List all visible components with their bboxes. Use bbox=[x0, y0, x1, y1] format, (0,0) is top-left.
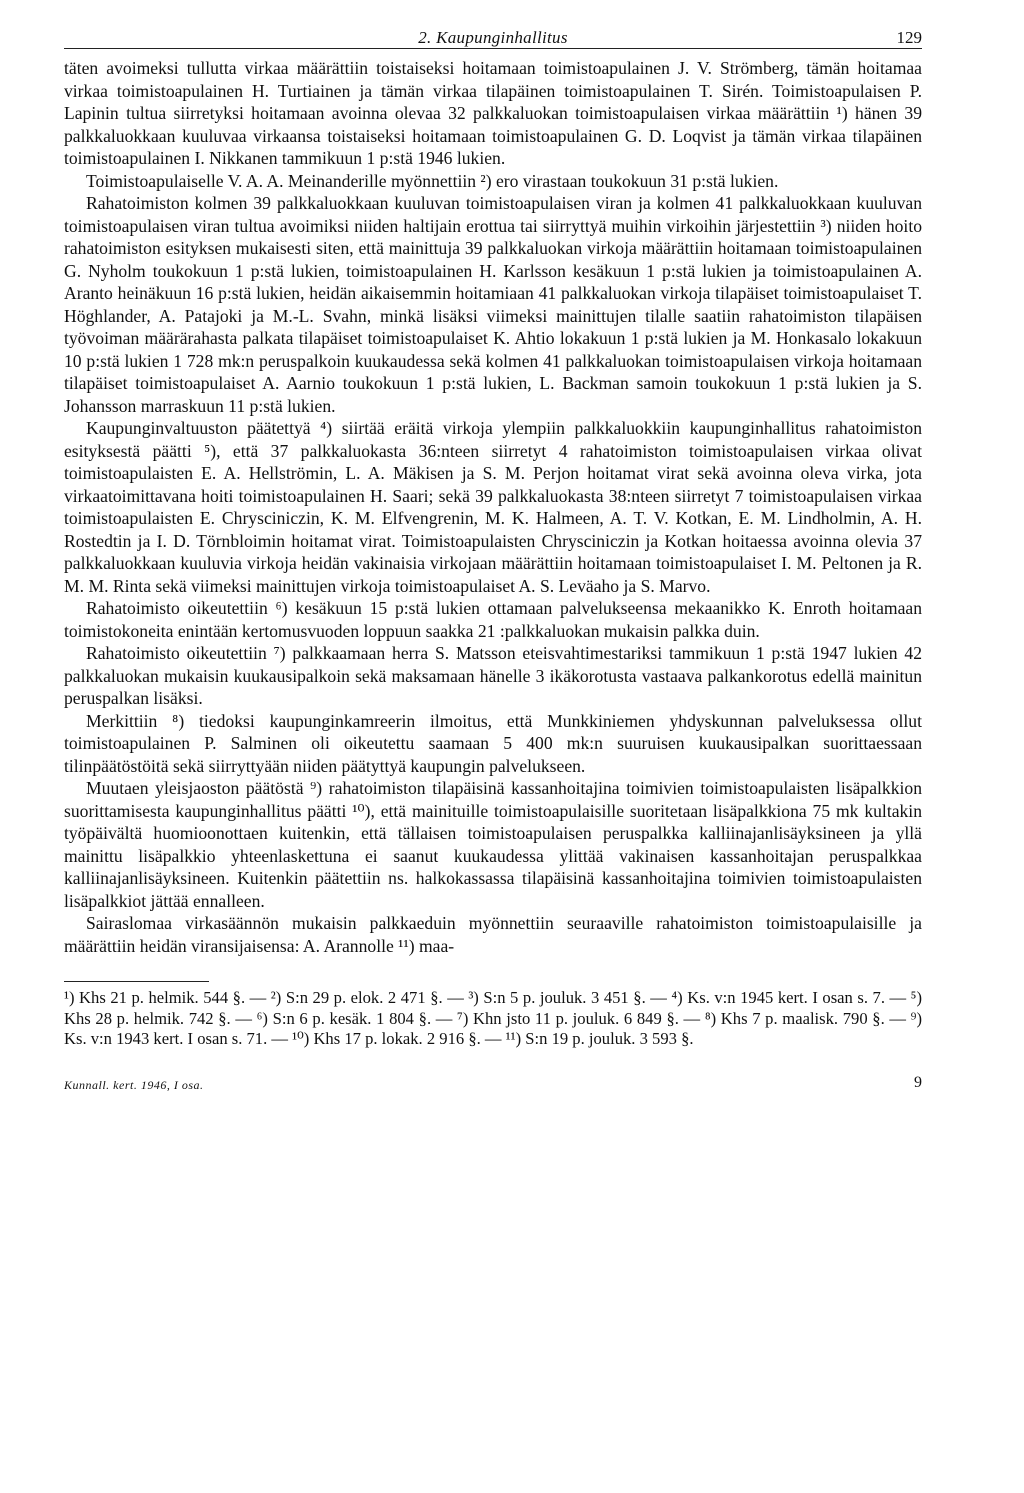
page-footer bbox=[64, 1072, 922, 1102]
footnote-divider bbox=[64, 981, 209, 982]
paragraph: Rahatoimisto oikeutettiin ⁷) palkkaamaan herra S. Matsson eteisvahtimestariksi tammikuun 1 p:stä 1947 lukien 42 palkkaluokan mukaisin kuukausipalkoin sekä maksamaan hänelle 3 ikäkorotusta vastaava palkankorotus edellä mainitun peruspalkan lisäksi. bbox=[64, 643, 922, 708]
signature-mark: 9 bbox=[914, 1073, 922, 1091]
body-text bbox=[64, 57, 922, 957]
paragraph: Rahatoimisto oikeutettiin ⁶) kesäkuun 15 p:stä lukien ottamaan palvelukseensa mekaanikko K. Enroth hoitamaan toimistokoneita enintään kertomusvuoden loppuun saakka 21 :palkkaluokan mukaisin palkka duin. bbox=[64, 598, 922, 641]
running-header bbox=[64, 22, 922, 49]
source-note: Kunnall. kert. 1946, I osa. bbox=[64, 1077, 204, 1092]
paragraph: Kaupunginvaltuuston päätettyä ⁴) siirtää eräitä virkoja ylempiin palkkaluokkiin kaupunginhallitus rahatoimiston esityksestä päätti ⁵), että 37 palkkaluokasta 36:nteen siirretyt 4 rahatoimiston toimistoapulaisen virkaa olivat toimistoapulaisten E. A. Hellströmin, L. A. Mäkisen ja S. M. Perjon hoitamat virat sekä avoinna oleva virka, jota virkaatoimittavana hoiti toimistoapulainen H. Saari; sekä 39 palkkaluokasta 38:nteen siirretyt 7 toimistoapulaisen virkaa toimistoapulaisten E. Chrysciniczin, K. M. Elfvengrenin, M. K. Halmeen, A. T. V. Kotkan, E. M. Lindholmin, A. H. Rostedtin ja I. D. Törnbloimin hoitamat virat. Toimistoapulaisten Chrysciniczin ja Kotkan hoitaessa avoinna olevia 37 palkkaluokkaan kuuluvia virkoja heidän vakinaisia virkojaan määrättiin hoitamaan toimistoapulaiset I. M. Peltonen ja R. M. M. Rinta sekä viimeksi mainittujen virkoja toimistoapulaiset A. S. Leväaho ja S. Marvo. bbox=[64, 418, 922, 596]
footnotes bbox=[64, 988, 922, 1050]
document-page bbox=[64, 22, 922, 1102]
paragraph: Sairaslomaa virkasäännön mukaisin palkkaeduin myönnettiin seuraaville rahatoimiston toimistoapulaisille ja määrättiin heidän viransijaisensa: A. Arannolle ¹¹) maa- bbox=[64, 913, 922, 956]
paragraph: Rahatoimiston kolmen 39 palkkaluokkaan kuuluvan toimistoapulaisen viran ja kolmen 41 palkkaluokkaan kuuluvan toimistoapulaisen viran tultua avoimiksi niiden haltijain erottua tai siirryttyä muihin virkoihin järjestettiin ³) niiden hoito rahatoimiston esityksen mukaisesti siten, että mainittuja 39 palkkaluokan virkoja määrättiin hoitamaan toimistoapulainen G. Nyholm toukokuun 1 p:stä lukien, toimistoapulainen H. Karlsson kesäkuun 1 p:stä lukien ja toimistoapulainen A. Aranto heinäkuun 16 p:stä lukien, heidän aikaisemmin hoitamiaan 41 palkkaluokan virkoja tilapäiset toimistoapulaiset T. Höghlander, A. Patajoki ja M.-L. Svahn, minkä lisäksi viimeksi mainittujen tilalle saatiin rahatoimiston tilapäisen työvoiman määrärahasta palkata tilapäiset toimistoapulaiset K. Ahtio lokakuun 1 p:stä lukien ja M. Honkasalo lokakuun 10 p:stä lukien 1 728 mk:n peruspalkoin kuukaudessa sekä kolmen 41 palkkaluokan toimistoapulaisen virkoja hoitamaan tilapäiset toimistoapulaiset A. Aarnio toukokuun 1 p:stä lukien, L. Backman samoin toukokuun 1 p:stä lukien ja S. Johansson marraskuun 11 p:stä lukien. bbox=[64, 193, 922, 416]
paragraph: Merkittiin ⁸) tiedoksi kaupunginkamreerin ilmoitus, että Munkkiniemen yhdyskunnan palveluksessa ollut toimistoapulainen P. Salminen oli oikeutettu saamaan 5 400 mk:n suuruisen kuukausipalkan suorittaessaan tilinpäätöstöitä sekä siirryttyään niiden päätyttyä kaupungin palvelukseen. bbox=[64, 710, 922, 776]
running-title: 2. Kaupunginhallitus bbox=[418, 28, 568, 47]
paragraph: Toimistoapulaiselle V. A. A. Meinanderille myönnettiin ²) ero virastaan toukokuun 31 p:stä lukien. bbox=[86, 170, 779, 191]
paragraph: täten avoimeksi tullutta virkaa määrättiin toistaiseksi hoitamaan toimistoapulainen J. V. Strömberg, tämän hoitamaa virkaa toimistoapulainen H. Turtiainen ja tämän virkaa tilapäinen toimistoapulainen T. Sirén. Toimistoapulaisen P. Lapinin tultua siirretyksi hoitamaan avoinna olevaa 32 palkkaluokan toimistoapulaisen virkaa määrättiin ¹) hänen 39 palkkaluokkaan kuuluvaa virkaansa toistaiseksi hoitamaan toimistoapulainen G. D. Loqvist ja tämän virkaa tilapäinen toimistoapulainen I. Nikkanen tammikuun 1 p:stä 1946 lukien. bbox=[64, 58, 922, 168]
footnote-text: ¹) Khs 21 p. helmik. 544 §. — ²) S:n 29 p. elok. 2 471 §. — ³) S:n 5 p. jouluk. 3 451 §. — ⁴) Ks. v:n 1945 kert. I osan s. 7. — ⁵) Khs 28 p. helmik. 742 §. — ⁶) S:n 6 p. kesäk. 1 804 §. — ⁷) Khn jsto 11 p. jouluk. 6 849 §. — ⁸) Khs 7 p. maalisk. 790 §. — ⁹) Ks. v:n 1943 kert. I osan s. 71. — ¹⁰) Khs 17 p. lokak. 2 916 §. — ¹¹) S:n 19 p. jouluk. 3 593 §. bbox=[64, 988, 922, 1049]
page-number: 129 bbox=[896, 28, 922, 47]
paragraph: Muutaen yleisjaoston päätöstä ⁹) rahatoimiston tilapäisinä kassanhoitajina toimivien toimistoapulaisten lisäpalkkion suorittamisesta kaupunginhallitus päätti ¹⁰), että mainituille toimistoapulaisille suoritetaan lisäpalkkiona 75 mk kultakin työpäivältä huomioonottaen kuitenkin, että tällaisen toimistoapulaisen peruspalkka kalliinajanlisäyksineen ja yllä mainittu lisäpalkkio yhteenlaskettuna ei saanut kuukaudessa ylittää vakinaisen kassanhoitajan peruspalkkaa kalliinajanlisäyksineen. Kuitenkin päätettiin ns. halkokassassa tilapäisinä kassanhoitajina toimivien toimistoapulaisten lisäpalkkiot jättää ennalleen. bbox=[64, 778, 922, 911]
